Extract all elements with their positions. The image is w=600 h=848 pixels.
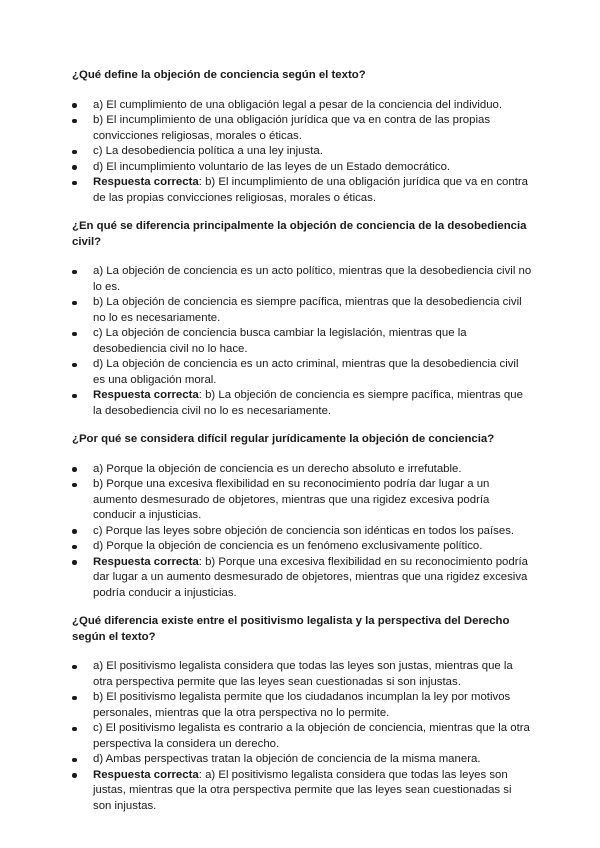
options-list [72,462,532,602]
bullet-icon [72,301,77,306]
question-heading: ¿Por qué se considera difícil regular jurídicamente la objeción de conciencia? [72,433,495,445]
option-item [72,98,532,114]
bullet-icon [72,394,77,399]
option-item [72,264,532,295]
option-text: a) La objeción de conciencia es un acto político, mientras que la desobediencia civil no lo es. [93,265,532,293]
bullet-icon [72,270,77,275]
question-heading: ¿Qué define la objeción de conciencia según el texto? [72,69,366,81]
option-text: d) Ambas perspectivas tratan la objeción de conciencia de la misma manera. [93,753,481,765]
answer-label: Respuesta correcta [93,176,199,188]
option-text: c) El positivismo legalista es contrario a la objeción de conciencia, mientras que la otra perspectiva la considera un derecho. [93,722,530,750]
option-item [72,539,532,555]
option-item [72,659,532,690]
answer-text: : b) El incumplimiento de una obligación jurídica que va en contra de las propias convicciones religiosas, morales o éticas. [93,176,528,204]
option-item [72,326,532,357]
option-item [72,160,532,176]
option-item [72,357,532,388]
options-list [72,659,532,814]
option-text: b) El incumplimiento de una obligación jurídica que va en contra de las propias convicciones religiosas, morales o éticas. [93,114,491,142]
bullet-icon [72,727,77,732]
option-text: a) El cumplimiento de una obligación legal a pesar de la conciencia del individuo. [93,98,503,111]
answer-label: Respuesta correcta [93,389,199,401]
options-list [72,98,532,207]
option-text: a) Porque la objeción de conciencia es un derecho absoluto e irrefutable. [93,462,462,475]
bullet-icon [72,363,77,368]
answer-item [72,388,532,419]
option-item [72,113,532,144]
question-block [72,219,532,419]
bullet-icon [72,758,77,763]
answer-label: Respuesta correcta [93,768,199,781]
bullet-icon [72,529,77,534]
answer-item [72,555,532,602]
option-item [72,144,532,160]
option-text: c) La desobediencia política a una ley injusta. [93,145,323,157]
answer-item [72,768,532,815]
question-heading: ¿Qué diferencia existe entre el positivismo legalista y la perspectiva del Derecho según el texto? [72,615,510,643]
bullet-icon [72,560,77,565]
question-block [72,432,532,601]
answer-text: : a) El positivismo legalista considera que todas las leyes son justas, mientras que la otra perspectiva permite que las leyes sean cuestionadas si son injustas. [93,768,512,812]
option-item [72,477,532,524]
option-text: d) El incumplimiento voluntario de las leyes de un Estado democrático. [93,160,451,173]
bullet-icon [72,150,77,155]
options-list [72,264,532,419]
question-block [72,68,532,206]
answer-label: Respuesta correcta [93,555,199,568]
bullet-icon [72,696,77,701]
bullet-icon [72,165,77,170]
bullet-icon [72,181,77,186]
option-text: d) La objeción de conciencia es un acto criminal, mientras que la desobediencia civil es una obligación moral. [93,358,519,386]
answer-item [72,175,532,206]
option-text: c) La objeción de conciencia busca cambiar la legislación, mientras que la desobediencia civil no lo hace. [93,327,467,355]
option-text: c) Porque las leyes sobre objeción de conciencia son idénticas en todos los países. [93,524,515,537]
bullet-icon [72,103,77,108]
bullet-icon [72,467,77,472]
question-heading: ¿En qué se diferencia principalmente la objeción de conciencia de la desobediencia civil? [72,220,527,248]
option-item [72,462,532,478]
option-text: a) El positivismo legalista considera que todas las leyes son justas, mientras que la otra perspectiva permite que las leyes sean cuestionadas si son injustas. [93,660,513,688]
question-block [72,614,532,814]
bullet-icon [72,483,77,488]
option-text: b) Porque una excesiva flexibilidad en su reconocimiento podría dar lugar a un aumento desmesurado de objetores, mientras que una rigidez excesiva podría conducir a injusticias. [93,478,490,521]
answer-text: : b) La objeción de conciencia es siempre pacífica, mientras que la desobediencia civil no lo es necesariamente. [93,389,523,417]
option-text: b) La objeción de conciencia es siempre pacífica, mientras que la desobediencia civil no lo es necesariamente. [93,296,522,324]
option-item [72,295,532,326]
option-item [72,752,532,768]
bullet-icon [72,665,77,670]
bullet-icon [72,332,77,337]
option-item [72,524,532,540]
answer-text: : b) Porque una excesiva flexibilidad en su reconocimiento podría dar lugar a un aumento desmesurado de objetores, mientras que una rigidez excesiva podría conducir a injusticias. [93,555,528,599]
bullet-icon [72,545,77,550]
option-item [72,721,532,752]
option-item [72,690,532,721]
option-text: d) Porque la objeción de conciencia es un fenómeno exclusivamente político. [93,540,483,552]
document-page [72,68,532,827]
bullet-icon [72,773,77,778]
bullet-icon [72,119,77,124]
option-text: b) El positivismo legalista permite que los ciudadanos incumplan la ley por motivos personales, mientras que la otra perspectiva no lo permite. [93,691,511,719]
